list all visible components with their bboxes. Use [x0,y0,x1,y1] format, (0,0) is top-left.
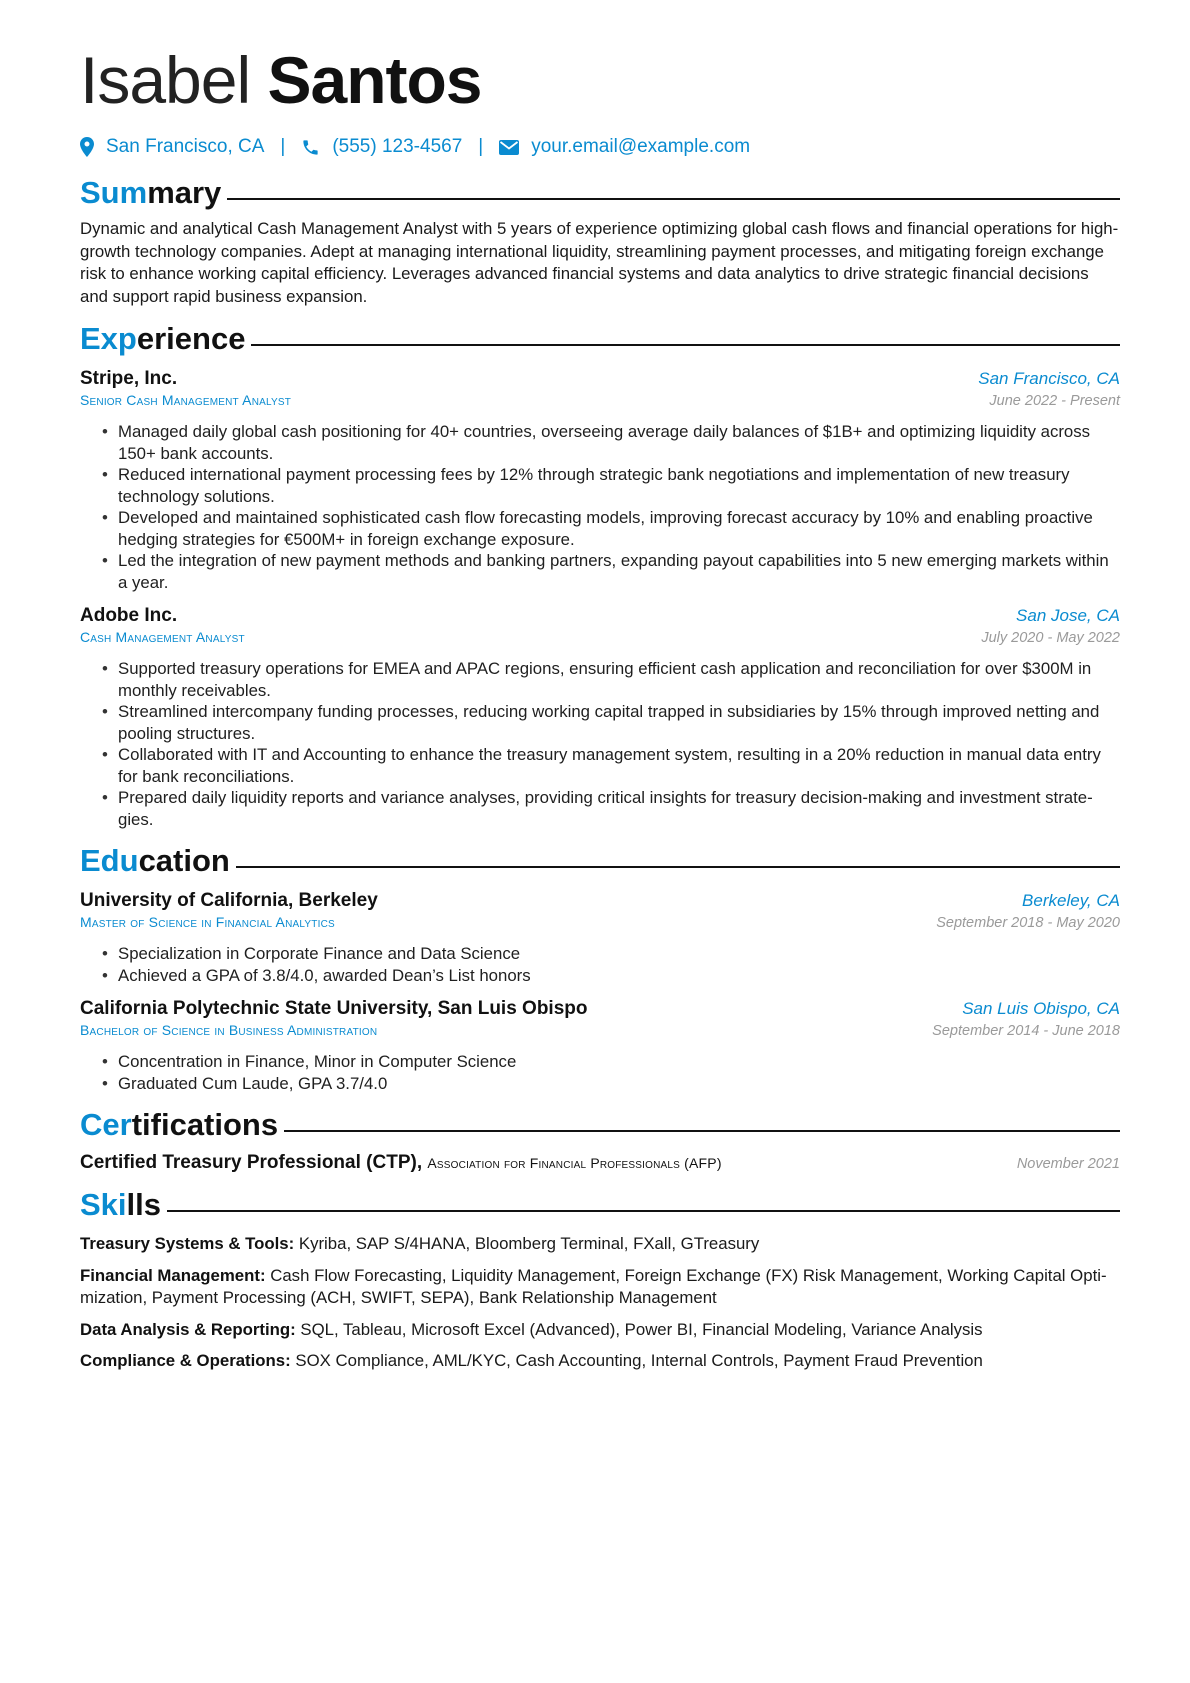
bullet-item: • Specialization in Corporate Finance and Data Science [118,943,1120,965]
last-name: Santos [267,43,482,117]
certification-name: Certified Treasury Professional (CTP) [80,1152,417,1173]
section-rule [167,1210,1120,1212]
section-title [80,1186,161,1224]
first-name: Isabel [80,43,251,117]
section-title-accent: Exp [80,321,137,356]
skill-label: Compliance & Operations: [80,1351,291,1370]
school-name: University of California, Berkeley [80,890,378,911]
skill-label: Data Analysis & Reporting: [80,1319,296,1339]
skill-value: SOX Compliance, AML/KYC, Cash Accounting, Internal Controls, Payment Fraud Prevention [295,1351,983,1370]
skill-row [80,1233,1120,1256]
summary-text: Dynamic and analytical Cash Management Analyst with 5 years of experience optimizing global cash flows and financial operations for high-growth technology companies. Adept at managing international liquidity, streamlining payment processes, and mitigating foreign exchange risk to enhance working capital efficiency. Leverages advanced financial systems and data analytics to drive strategic financial decisions and support rapid business expansion. [80,219,1119,306]
bullet-item: • Prepared daily liquidity reports and variance analyses, providing critical insights for treasury decision-making and investment strate- gies. [118,787,1120,830]
bullet-item: • Concentration in Finance, Minor in Computer Science [118,1051,1120,1073]
section-rule [251,344,1120,346]
envelope-icon [499,140,519,155]
school-name: California Polytechnic State University, San Luis Obispo [80,998,588,1019]
section-title-accent: Edu [80,843,139,878]
company-name: Stripe, Inc. [80,368,178,389]
bullet-list [80,658,1120,830]
phone-icon [301,138,320,157]
section-title-accent: Cer [80,1107,132,1142]
job-title: Cash Management Analyst [80,629,245,645]
certification-comma: , [416,1152,428,1173]
education-entry [80,890,1120,986]
section-summary-heading [80,174,1120,212]
skill-value: Kyriba, SAP S/4HANA, Bloomberg Terminal, FXall, GTreasury [298,1234,760,1253]
skill-row [80,1319,1120,1342]
education-entry [80,998,1120,1094]
experience-entry [80,605,1120,830]
bullet-item: • Streamlined intercompany funding processes, reducing working capital trapped in subsidiaries by 15% through improved netting and pooling structures. [118,701,1120,744]
job-title: Senior Cash Management Analyst [80,392,292,408]
section-certifications-heading [80,1106,1120,1144]
entry-dates: September 2014 - June 2018 [932,1023,1120,1039]
certification-date: November 2021 [1016,1156,1120,1172]
skill-value: Cash Flow Forecasting, Liquidity Management, Foreign Exchange (FX) Risk Management, Working Capital Opti- mization, Payment Processing (ACH, SWIFT, SEPA), Bank Relationship Management [80,1265,1107,1307]
section-title [80,174,221,212]
certification-entry [80,1152,1120,1174]
candidate-name [80,40,1120,120]
section-title [80,842,230,880]
section-title-accent: Ski [80,1187,127,1222]
skill-row [80,1265,1120,1310]
degree-name: Bachelor of Science in Business Administration [80,1022,378,1038]
section-rule [227,198,1120,200]
contact-bar [80,132,1120,162]
bullet-item: • Reduced international payment processing fees by 12% through strategic bank negotiations and implementation of new treasury technology solutions. [118,464,1120,507]
contact-separator: | [280,136,286,157]
section-title-rest: lls [126,1187,161,1222]
bullet-item: • Collaborated with IT and Accounting to enhance the treasury management system, resulting in a 20% reduction in manual data entry for bank reconciliations. [118,744,1120,787]
bullet-item: • Supported treasury operations for EMEA and APAC regions, ensuring efficient cash application and reconciliation for over $300M in monthly receivables. [118,658,1120,701]
section-title-rest: tifications [131,1107,279,1142]
map-pin-icon [80,137,94,157]
entry-dates: July 2020 - May 2022 [981,630,1120,646]
section-rule [284,1130,1120,1132]
bullet-item: • Led the integration of new payment methods and banking partners, expanding payout capabilities into 5 new emerging markets within a year. [118,550,1120,593]
location-text: San Francisco, CA [106,136,265,157]
section-education-heading [80,842,1120,880]
section-title-accent: Sum [80,175,148,210]
bullet-item: • Graduated Cum Laude, GPA 3.7/4.0 [118,1073,1120,1095]
entry-dates: September 2018 - May 2020 [936,915,1120,931]
resume-content [80,40,1120,1373]
contact-email[interactable] [499,136,750,158]
entry-dates: June 2022 - Present [989,393,1120,409]
section-title [80,320,245,358]
email-text: your.email@example.com [531,136,751,157]
skill-label: Treasury Systems & Tools: [80,1234,295,1253]
phone-text: (555) 123-4567 [332,136,463,157]
bullet-list [80,421,1120,593]
skill-value: SQL, Tableau, Microsoft Excel (Advanced), Power BI, Financial Modeling, Variance Analysis [300,1319,983,1339]
skill-row [80,1350,1120,1373]
bullet-item: • Achieved a GPA of 3.8/4.0, awarded Dean’s List honors [118,965,1120,987]
degree-name: Master of Science in Financial Analytics [80,914,335,930]
contact-phone[interactable] [301,136,462,158]
entry-location: Berkeley, CA [1022,891,1120,910]
entry-location: San Jose, CA [1016,606,1120,625]
section-title-rest: erience [136,321,246,356]
certification-issuer: Association for Financial Professionals (AFP) [427,1155,722,1171]
experience-entry [80,368,1120,593]
section-title-rest: cation [138,843,230,878]
bullet-list [80,943,1120,986]
contact-location [80,136,264,158]
bullet-item: • Managed daily global cash positioning for 40+ countries, overseeing average daily balances of $1B+ and optimizing liquidity across 150+ bank accounts. [118,421,1120,464]
entry-location: San Francisco, CA [978,369,1120,388]
bullet-item: • Developed and maintained sophisticated cash flow forecasting models, improving forecast accuracy by 10% and enabling proactive hedging strategies for €500M+ in foreign exchange exposure. [118,507,1120,550]
entry-location: San Luis Obispo, CA [962,999,1120,1018]
section-rule [236,866,1120,868]
section-experience-heading [80,320,1120,358]
section-title [80,1106,278,1144]
section-title-rest: mary [147,175,222,210]
skill-label: Financial Management: [80,1265,266,1285]
section-skills-heading [80,1186,1120,1224]
bullet-list [80,1051,1120,1094]
contact-separator: | [478,136,484,157]
company-name: Adobe Inc. [80,605,178,626]
